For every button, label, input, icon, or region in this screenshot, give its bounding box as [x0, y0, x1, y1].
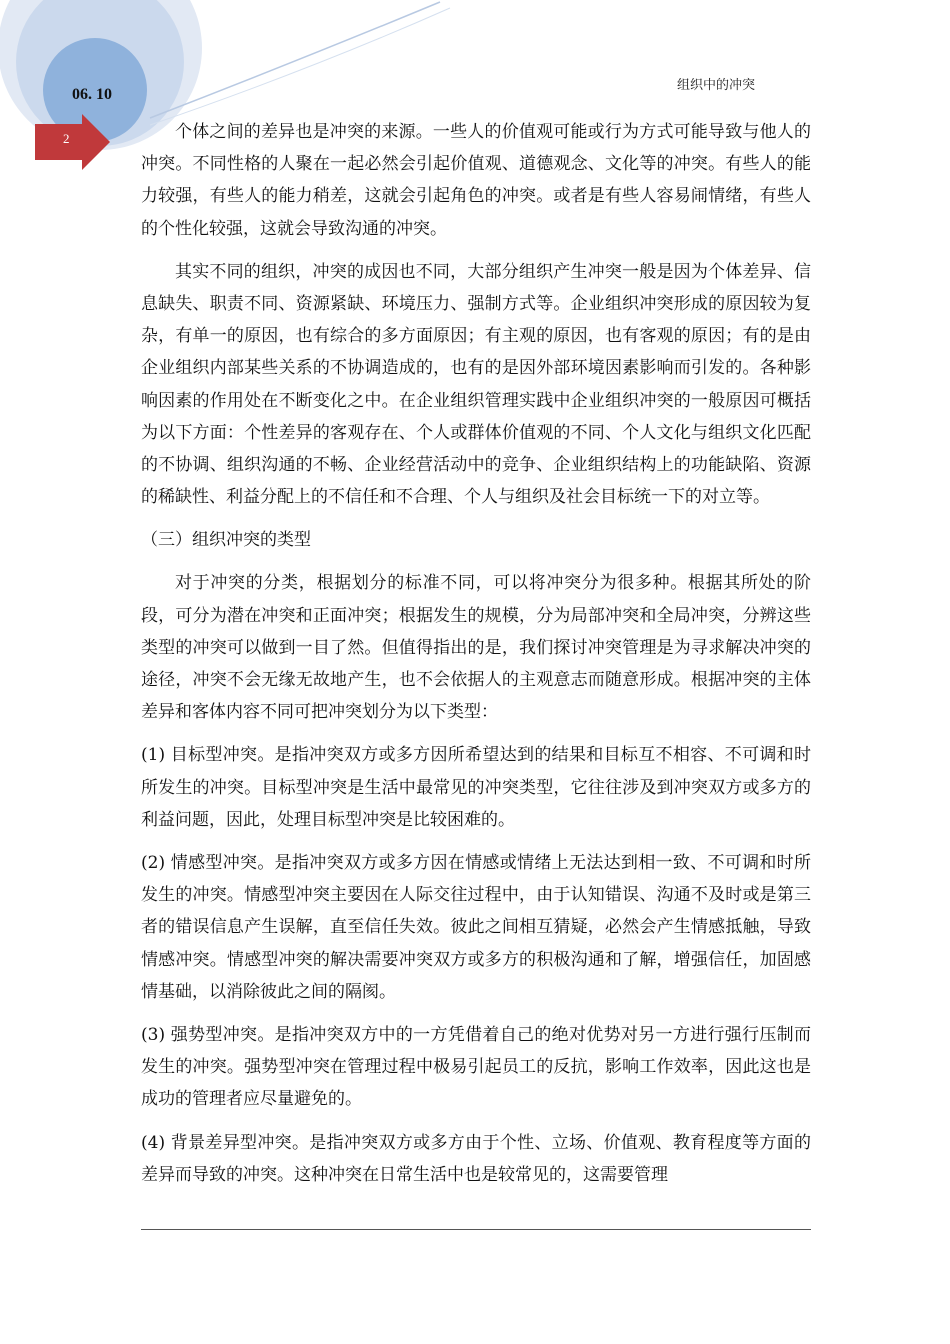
- paragraph-conflict-causes: 其实不同的组织，冲突的成因也不同，大部分组织产生冲突一般是因为个体差异、信息缺失、职责不同、资源紧缺、环境压力、强制方式等。企业组织冲突形成的原因较为复杂，有单一的原因，也有综合的多方面原因；有主观的原因，也有客观的原因；有的是由企业组织内部某些关系的不协调造成的，也有的是因外部环境因素影响而引发的。各种影响因素的作用处在不断变化之中。在企业组织管理实践中企业组织冲突的一般原因可概括为以下方面：个性差异的客观存在、个人或群体价值观的不同、个人文化与组织文化匹配的不协调、组织沟通的不畅、企业经营活动中的竞争、企业组织结构上的功能缺陷、资源的稀缺性、利益分配上的不信任和不合理、个人与组织及社会目标统一下的对立等。: [141, 261, 811, 508]
- list-item-dominance-conflict: (3) 强势型冲突。是指冲突双方中的一方凭借着自己的绝对优势对另一方进行强行压制而发生的冲突。强势型冲突在管理过程中极易引起员工的反抗，影响工作效率，因此这也是成功的管理者应尽量避免的。: [141, 1025, 811, 1110]
- running-header-title: 组织中的冲突: [677, 78, 756, 93]
- list-item-emotional-conflict: (2) 情感型冲突。是指冲突双方或多方因在情感或情绪上无法达到相一致、不可调和时所发生的冲突。情感型冲突主要因在人际交往过程中，由于认知错误、沟通不及时或是第三者的错误信息产生误解，直至信任失效。彼此之间相互猜疑，必然会产生情感抵触，导致情感冲突。情感型冲突的解决需要冲突双方或多方的积极沟通和了解，增强信任，加固感情基础，以消除彼此之间的隔阂。: [141, 853, 811, 1002]
- page-number: 2: [63, 131, 70, 146]
- section-heading-conflict-types: （三）组织冲突的类型: [141, 530, 311, 551]
- list-item-goal-conflict: (1) 目标型冲突。是指冲突双方或多方因所希望达到的结果和目标互不相容、不可调和时所发生的冲突。目标型冲突是生活中最常见的冲突类型，它往往涉及到冲突双方或多方的利益问题，因此，处理目标型冲突是比较困难的。: [141, 745, 811, 830]
- footer-divider: [141, 1229, 811, 1230]
- issue-date: 06. 10: [72, 86, 112, 103]
- document-body: [141, 116, 811, 1202]
- paragraph-individual-differences: 个体之间的差异也是冲突的来源。一些人的价值观可能或行为方式可能导致与他人的冲突。不同性格的人聚在一起必然会引起价值观、道德观念、文化等的冲突。有些人的能力较强，有些人的能力稍差，这就会引起角色的冲突。或者是有些人容易闹情绪，有些人的个性化较强，这就会导致沟通的冲突。: [141, 122, 811, 239]
- list-item-background-conflict: (4) 背景差异型冲突。是指冲突双方或多方由于个性、立场、价值观、教育程度等方面的差异而导致的冲突。这种冲突在日常生活中也是较常见的，这需要管理: [141, 1132, 811, 1185]
- paragraph-conflict-classification: 对于冲突的分类，根据划分的标准不同，可以将冲突分为很多种。根据其所处的阶段，可分为潜在冲突和正面冲突；根据发生的规模，分为局部冲突和全局冲突，分辨这些类型的冲突可以做到一目了然。但值得指出的是，我们探讨冲突管理是为寻求解决冲突的途径，冲突不会无缘无故地产生，也不会依据人的主观意志而随意形成。根据冲突的主体差异和客体内容不同可把冲突划分为以下类型：: [141, 573, 811, 723]
